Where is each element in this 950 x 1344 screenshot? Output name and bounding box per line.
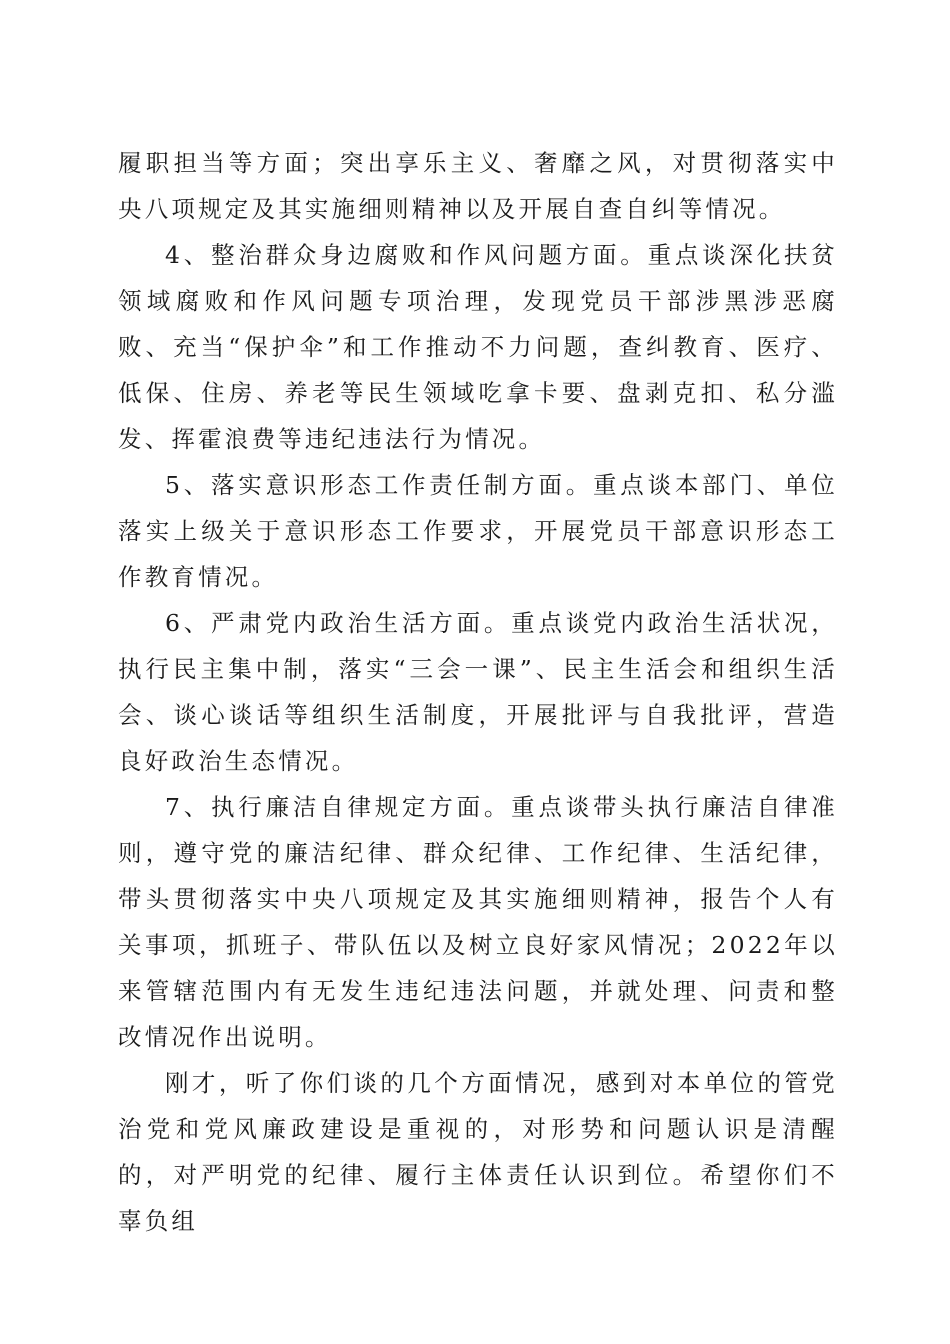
paragraph-item-7: 7、执行廉洁自律规定方面。重点谈带头执行廉洁自律准则，遵守党的廉洁纪律、群众纪律、工作纪律、生活纪律，带头贯彻落实中央八项规定及其实施细则精神，报告个人有关事项，抓班子、带队伍以及树立良好家风情况；2022年以来管辖范围内有无发生违纪违法问题，并就处理、问责和整改情况作出说明。 [118, 793, 838, 1051]
paragraph-item-6: 6、严肃党内政治生活方面。重点谈党内政治生活状况，执行民主集中制，落实“三会一课”、民主生活会和组织生活会、谈心谈话等组织生活制度，开展批评与自我批评，营造良好政治生态情况。 [118, 609, 838, 775]
paragraph-item-5: 5、落实意识形态工作责任制方面。重点谈本部门、单位落实上级关于意识形态工作要求，开展党员干部意识形态工作教育情况。 [118, 471, 838, 591]
paragraph-closing-remarks: 刚才，听了你们谈的几个方面情况，感到对本单位的管党治党和党风廉政建设是重视的，对形势和问题认识是清醒的，对严明党的纪律、履行主体责任认识到位。希望你们不辜负组 [118, 1069, 838, 1235]
paragraph-continuation: 履职担当等方面；突出享乐主义、奢靡之风，对贯彻落实中央八项规定及其实施细则精神以及开展自查自纠等情况。 [118, 149, 838, 223]
document-body [118, 140, 838, 1244]
paragraph-item-4: 4、整治群众身边腐败和作风问题方面。重点谈深化扶贫领域腐败和作风问题专项治理，发现党员干部涉黑涉恶腐败、充当“保护伞”和工作推动不力问题，查纠教育、医疗、低保、住房、养老等民生领域吃拿卡要、盘剥克扣、私分滥发、挥霍浪费等违纪违法行为情况。 [118, 241, 838, 453]
